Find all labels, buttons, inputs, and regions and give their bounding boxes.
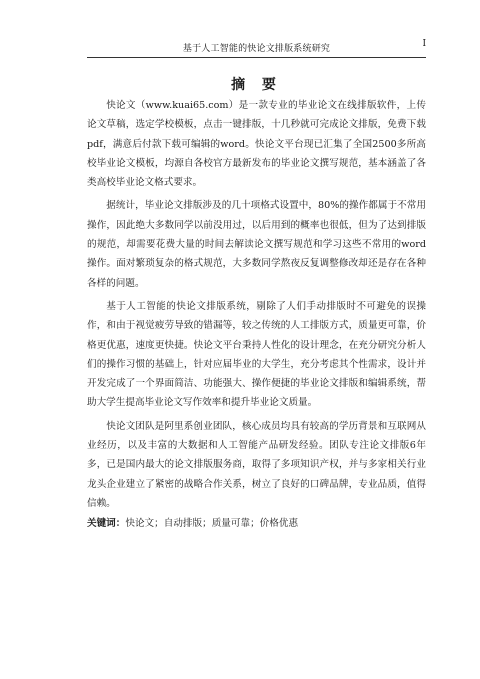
abstract-paragraph-2: 据统计，毕业论文排版涉及的几十项格式设置中，80%的操作都属于不常用操作，因此绝大多数同学以前没用过，以后用到的概率也很低，但为了达到排版的规范，却需要花费大量的时间去解读论文撰写规范和学习这些不常用的word操作。面对繁琐复杂的格式规范，大多数同学熬夜反复调整修改却还是存在各种各样的问题。: [87, 200, 426, 289]
keywords-label: 关键词：: [87, 518, 126, 529]
keywords-line: [87, 514, 426, 533]
header-title: 基于人工智能的快论文排版系统研究: [182, 44, 331, 54]
abstract-paragraph-1: 快论文（www.kuai65.com）是一款专业的毕业论文在线排版软件，上传论文草稿，选定学校模板，点击一键排版，十几秒就可完成论文排版，免费下载pdf，满意后付款下载可编辑的word。快论文平台现已汇集了全国2500多所高校毕业论文模板，均源自各校官方最新发布的毕业论文撰写规范，基本涵盖了各类高校毕业论文格式要求。: [87, 100, 426, 189]
page-number: I: [422, 39, 426, 49]
abstract-title: 摘 要: [231, 77, 282, 93]
abstract-paragraph-4: 快论文团队是阿里系创业团队，核心成员均具有较高的学历背景和互联网从业经历，以及丰富的大数据和人工智能产品研发经验。团队专注论文排版6年多，已是国内最大的论文排版服务商，取得了多项知识产权，并与多家相关行业龙头企业建立了紧密的战略合作关系，树立了良好的口碑品牌，专业品质，值得信赖。: [87, 420, 426, 509]
abstract-paragraph-3: 基于人工智能的快论文排版系统，剔除了人们手动排版时不可避免的误操作，和由于视觉疲劳导致的错漏等，较之传统的人工排版方式，质量更可靠，价格更优惠，速度更快捷。快论文平台秉持人性化的设计理念，在充分研究分析人们的操作习惯的基础上，针对应届毕业的大学生，充分考虑其个性需求，设计并开发完成了一个界面简洁、功能强大、操作便捷的毕业论文排版和编辑系统，帮助大学生提高毕业论文写作效率和提升毕业论文质量。: [87, 300, 426, 409]
abstract-body: [87, 96, 426, 517]
running-header: [87, 37, 426, 58]
keywords-text: 快论文；自动排版；质量可靠；价格优惠: [125, 518, 299, 529]
